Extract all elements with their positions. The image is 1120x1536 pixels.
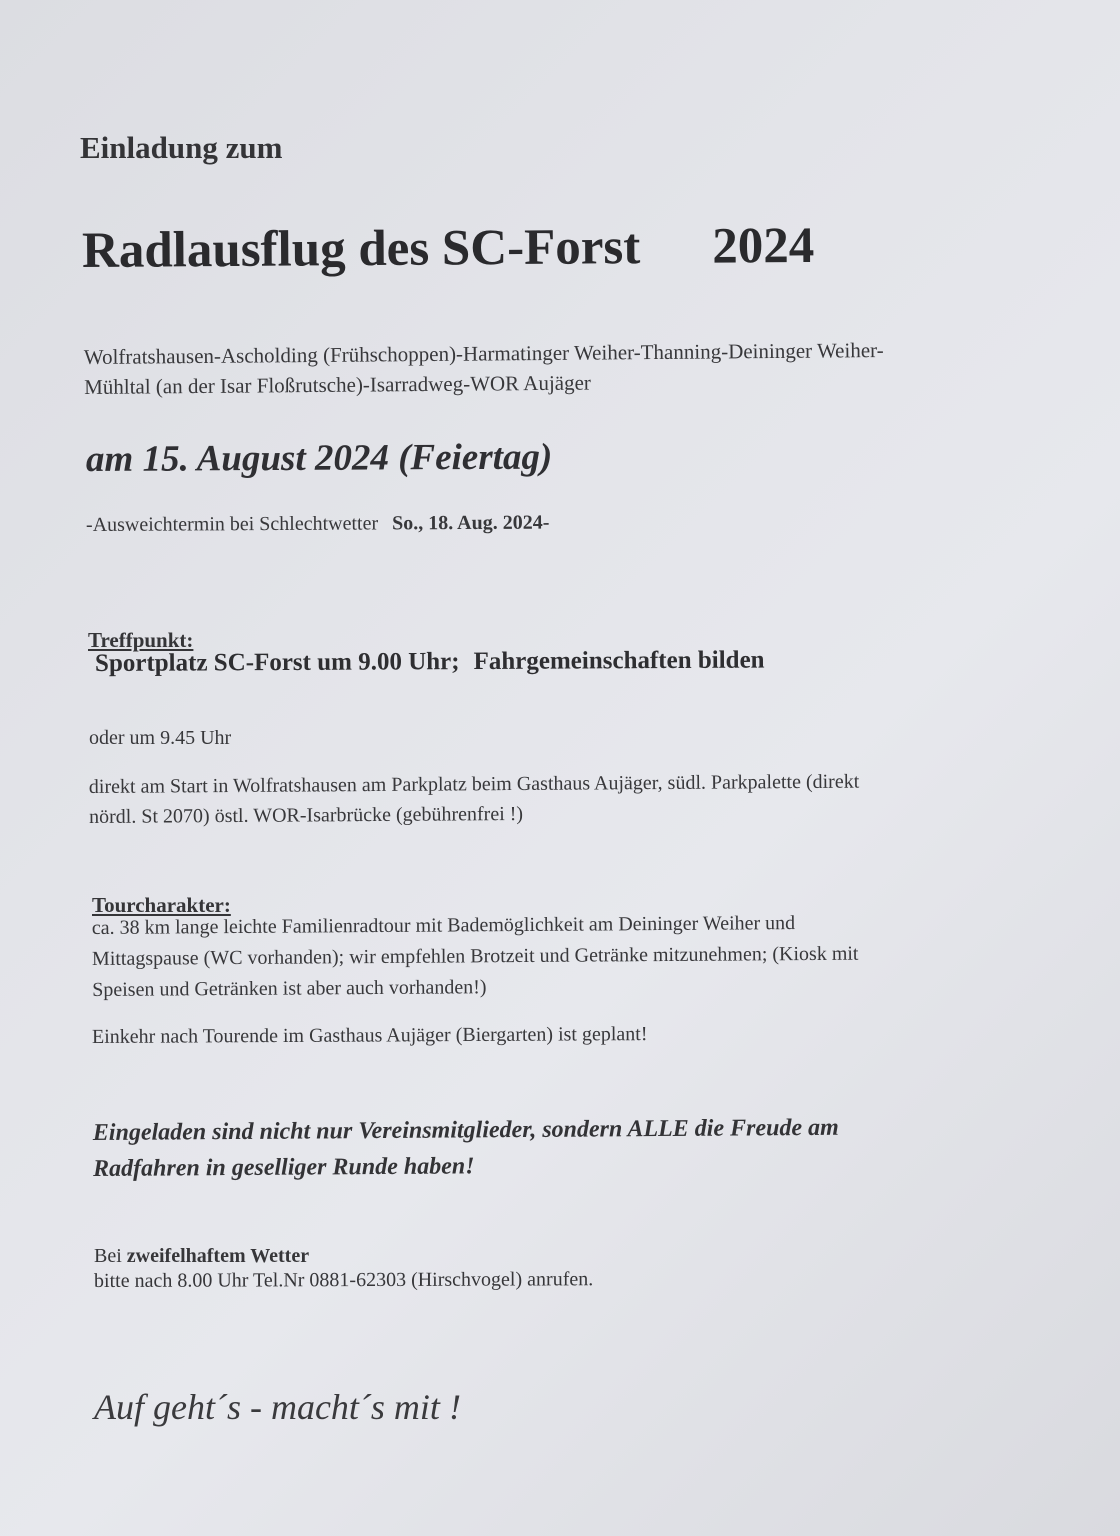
tour-character-text [92, 908, 859, 1006]
carpool-note: Fahrgemeinschaften bilden [473, 646, 765, 676]
event-date: am 15. August 2024 (Feiertag) [85, 436, 553, 480]
start-location-line-1: direkt am Start in Wolfratshausen am Parkplatz beim Gasthaus Aujäger, südl. Parkpalette (direkt [88, 770, 860, 799]
final-stop-note: Einkehr nach Tourende im Gasthaus Aujäger (Biergarten) ist geplant! [91, 1023, 648, 1048]
alternate-date [86, 512, 549, 537]
tour-character-label: Tourcharakter: [92, 893, 231, 917]
meeting-point-place: Sportplatz SC-Forst um 9.00 Uhr; [94, 648, 460, 677]
weather-note-line-1 [94, 1245, 309, 1268]
route-line-1: Wolfratshausen-Ascholding (Frühschoppen)-Harmatinger Weiher-Thanning-Deininger Weiher- [83, 338, 884, 370]
invitation-statement [93, 1110, 839, 1187]
start-location-line-2: nördl. St 2070) östl. WOR-Isarbrücke (gebührenfrei !) [89, 802, 524, 828]
intro-line: Einladung zum [80, 130, 283, 165]
tour-line-2: Mittagspause (WC vorhanden); wir empfehlen Brotzeit und Getränke mitzunehmen; (Kiosk mit [91, 942, 859, 970]
meeting-point-line [95, 646, 765, 678]
title-text: Radlausflug des SC-Forst [81, 219, 641, 279]
title-year: 2024 [712, 217, 815, 275]
weather-prefix: Bei [94, 1245, 122, 1267]
tour-line-3: Speisen und Getränken ist aber auch vorhanden!) [92, 976, 487, 1001]
weather-note-line-2: bitte nach 8.00 Uhr Tel.Nr 0881-62303 (Hirschvogel) anrufen. [93, 1268, 594, 1292]
alternate-date-prefix: -Ausweichtermin bei Schlechtwetter [85, 512, 379, 536]
meeting-point-label: Treffpunkt: [88, 628, 194, 652]
tour-line-1: ca. 38 km lange leichte Familienradtour mit Bademöglichkeit am Deininger Weiher und [91, 912, 796, 940]
invitation-line-1: Eingeladen sind nicht nur Vereinsmitglieder, sondern ALLE die Freude am [92, 1114, 839, 1147]
closing-slogan: Auf geht´s - macht´s mit ! [94, 1387, 461, 1427]
alternate-time: oder um 9.45 Uhr [89, 727, 232, 749]
invitation-line-2: Radfahren in geselliger Runde haben! [93, 1153, 475, 1182]
page-title [82, 217, 815, 280]
route-description [84, 335, 884, 402]
start-location [89, 767, 860, 832]
weather-bold: zweifelhaftem Wetter [126, 1245, 310, 1267]
alternate-date-value: So., 18. Aug. 2024- [392, 511, 550, 535]
route-line-2: Mühltal (an der Isar Floßrutsche)-Isarradweg-WOR Aujäger [84, 370, 591, 399]
